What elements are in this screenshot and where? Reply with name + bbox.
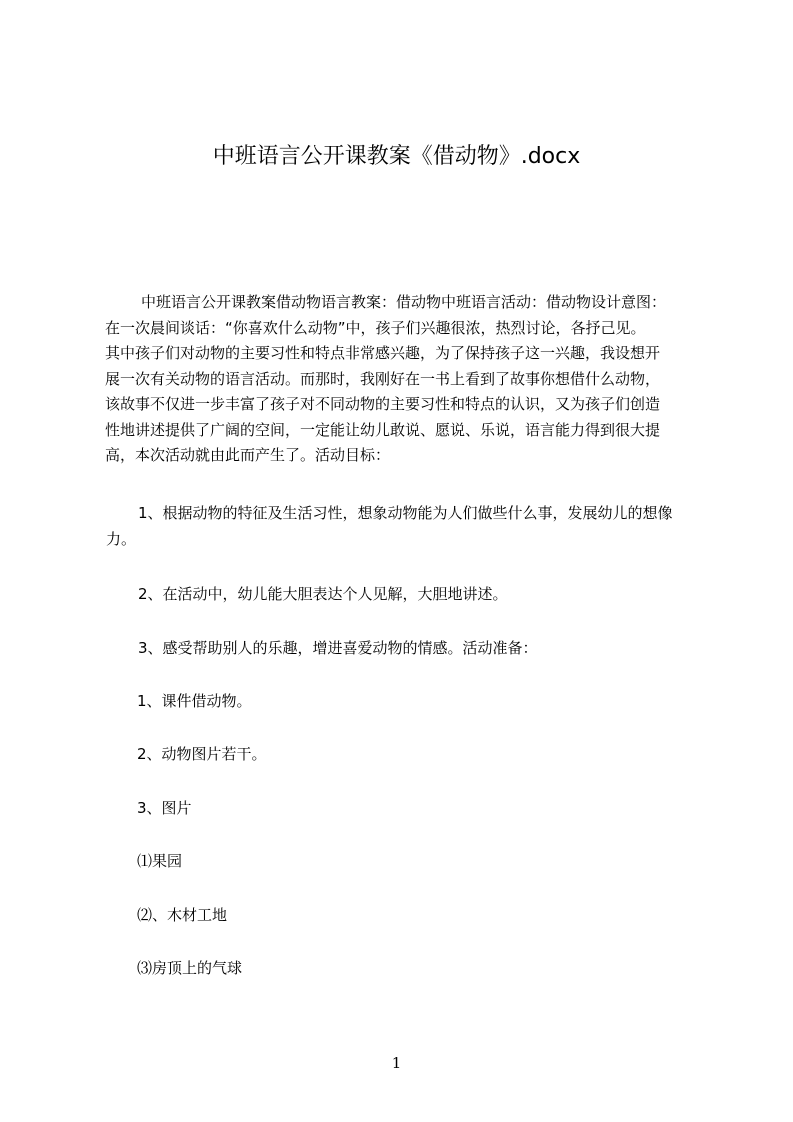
goal-1-line-2: 力。 (106, 530, 137, 548)
intro-line: 中班语言公开课教案借动物语言教案：借动物中班语言活动：借动物设计意图： (141, 293, 667, 311)
prep-item: ⑶房顶上的气球 (137, 959, 243, 977)
intro-line: 该故事不仅进一步丰富了孩子对不同动物的主要习性和特点的认识，又为孩子们创造 (105, 395, 661, 413)
intro-paragraph (105, 290, 705, 469)
goal-1-line-1: 1、根据动物的特征及生活习性，想象动物能为人们做些什么事，发展幼儿的想像 (138, 504, 673, 522)
intro-line: 其中孩子们对动物的主要习性和特点非常感兴趣，为了保持孩子这一兴趣，我设想开 (105, 344, 661, 362)
goal-2-paragraph: 2、在活动中，幼儿能大胆表达个人见解，大胆地讲述。 (138, 585, 508, 603)
prep-item: ⑴果园 (137, 852, 183, 870)
goal-1-paragraph (106, 500, 716, 552)
intro-line: 在一次晨间谈话：“你喜欢什么动物”中，孩子们兴趣很浓，热烈讨论，各抒己见。 (105, 318, 646, 337)
document-title: 中班语言公开课教案《借动物》.docx (212, 144, 581, 169)
intro-line: 展一次有关动物的语言活动。而那时，我刚好在一书上看到了故事你想借什么动物， (105, 369, 661, 388)
goal-3-paragraph: 3、感受帮助别人的乐趣，增进喜爱动物的情感。活动准备： (138, 639, 538, 657)
prep-item: 3、图片 (137, 799, 192, 817)
intro-line: 高，本次活动就由此而产生了。活动目标： (105, 446, 391, 464)
prep-item: ⑵、木材工地 (137, 906, 228, 924)
page-number: 1 (391, 1054, 402, 1072)
prep-item: 1、课件借动物。 (137, 692, 252, 710)
prep-item: 2、动物图片若干。 (137, 745, 267, 763)
intro-line: 性地讲述提供了广阔的空间，一定能让幼儿敢说、愿说、乐说，语言能力得到很大提 (105, 420, 661, 439)
